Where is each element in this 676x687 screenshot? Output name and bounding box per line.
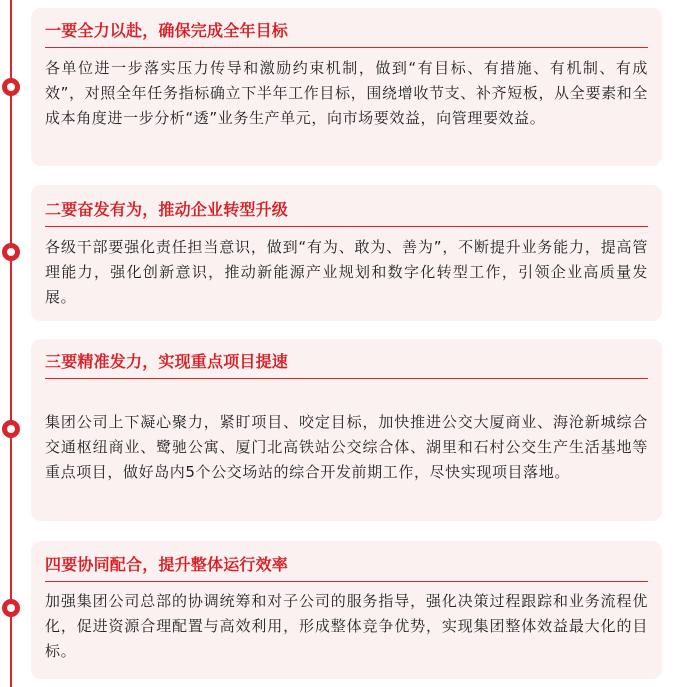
timeline-line — [10, 0, 12, 687]
section-body: 各单位进一步落实压力传导和激励约束机制，做到“有目标、有措施、有机制、有成效”，对照全年任务指标确立下半年工作目标，围绕增收节支、补齐短板，从全要素和全成本角度进一步分析“透”业务生产单元，向市场要效益，向管理要效益。 — [45, 59, 648, 127]
section-body: 加强集团公司总部的协调统筹和对子公司的服务指导，强化决策过程跟踪和业务流程优化，促进资源合理配置与高效利用，形成整体竞争优势，实现集团整体效益最大化的目标。 — [45, 592, 648, 660]
section-card-2 — [31, 185, 662, 321]
section-title: 二要奋发有为，推动企业转型升级 — [45, 199, 648, 227]
section-card-4 — [31, 541, 662, 679]
timeline-dot-2 — [2, 243, 20, 261]
section-body: 集团公司上下凝心聚力，紧盯项目、咬定目标，加快推进公交大厦商业、海沧新城综合交通枢纽商业、鹭驰公寓、厦门北高铁站公交综合体、湖里和石村公交生产生活基地等重点项目，做好岛内5个公交场站的综合开发前期工作，尽快实现项目落地。 — [45, 413, 648, 481]
section-title: 三要精准发力，实现重点项目提速 — [45, 351, 648, 379]
timeline-dot-1 — [2, 78, 20, 96]
section-card-3 — [31, 339, 662, 521]
timeline-dot-4 — [2, 599, 20, 617]
section-title: 四要协同配合，提升整体运行效率 — [45, 554, 648, 582]
section-card-1 — [31, 8, 662, 166]
section-title: 一要全力以赴，确保完成全年目标 — [45, 20, 648, 48]
timeline-dot-3 — [2, 420, 20, 438]
section-body: 各级干部要强化责任担当意识，做到“有为、敢为、善为”，不断提升业务能力，提高管理能力，强化创新意识，推动新能源产业规划和数字化转型工作，引领企业高质量发展。 — [45, 238, 648, 306]
